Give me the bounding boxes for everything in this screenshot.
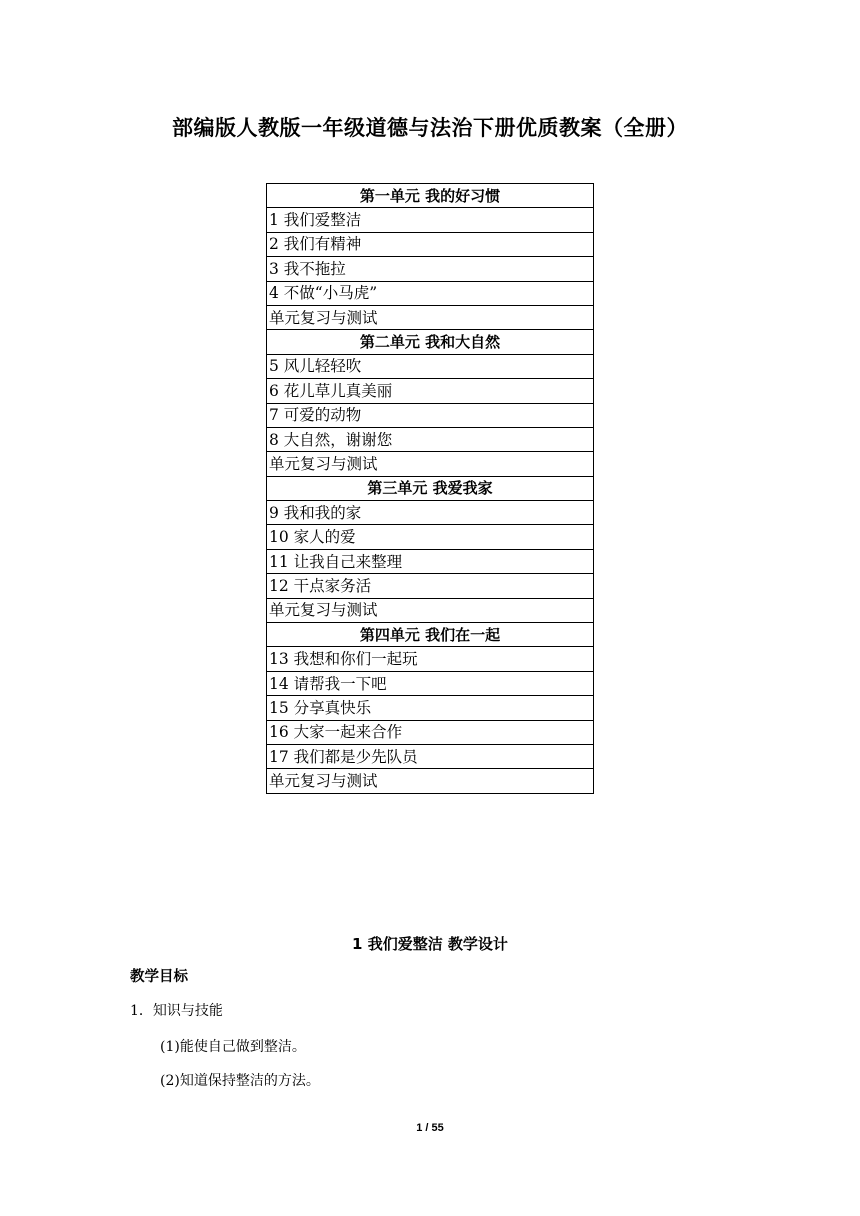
review-entry: 单元复习与测试 — [267, 452, 594, 476]
unit-heading-row — [267, 184, 594, 208]
table-row — [267, 769, 594, 793]
lesson-entry: 17 我们都是少先队员 — [267, 744, 594, 768]
table-row — [267, 354, 594, 378]
table-row — [267, 379, 594, 403]
objective-subpoint: (2)知道保持整洁的方法。 — [160, 1073, 320, 1089]
lesson-title: 1 我们爱整洁 教学设计 — [352, 935, 508, 953]
table-row — [267, 574, 594, 598]
lesson-entry: 3 我不拖拉 — [267, 257, 594, 281]
lesson-entry: 2 我们有精神 — [267, 232, 594, 256]
lesson-entry: 15 分享真快乐 — [267, 696, 594, 720]
table-row — [267, 208, 594, 232]
document-title: 部编版人教版一年级道德与法治下册优质教案（全册） — [172, 116, 688, 140]
lesson-entry: 6 花儿草儿真美丽 — [267, 379, 594, 403]
lesson-entry: 12 干点家务活 — [267, 574, 594, 598]
lesson-entry: 9 我和我的家 — [267, 501, 594, 525]
unit-heading: 第二单元 我和大自然 — [267, 330, 594, 354]
table-row — [267, 598, 594, 622]
table-row — [267, 720, 594, 744]
lesson-entry: 14 请帮我一下吧 — [267, 671, 594, 695]
lesson-entry: 1 我们爱整洁 — [267, 208, 594, 232]
objective-point: 1．知识与技能 — [130, 1003, 223, 1019]
lesson-entry: 4 不做“小马虎” — [267, 281, 594, 305]
table-row — [267, 647, 594, 671]
lesson-entry: 8 大自然，谢谢您 — [267, 427, 594, 451]
table-row — [267, 452, 594, 476]
lesson-entry: 13 我想和你们一起玩 — [267, 647, 594, 671]
table-row — [267, 232, 594, 256]
table-row — [267, 257, 594, 281]
table-row — [267, 281, 594, 305]
unit-heading: 第三单元 我爱我家 — [267, 476, 594, 500]
table-row — [267, 696, 594, 720]
objective-subpoint: (1)能使自己做到整洁。 — [160, 1039, 306, 1055]
table-row — [267, 305, 594, 329]
lesson-entry: 5 风儿轻轻吹 — [267, 354, 594, 378]
lesson-entry: 11 让我自己来整理 — [267, 549, 594, 573]
table-row — [267, 671, 594, 695]
unit-heading-row — [267, 623, 594, 647]
table-row — [267, 525, 594, 549]
table-row — [267, 501, 594, 525]
review-entry: 单元复习与测试 — [267, 769, 594, 793]
unit-heading-row — [267, 330, 594, 354]
table-row — [267, 427, 594, 451]
lesson-entry: 10 家人的爱 — [267, 525, 594, 549]
table-of-contents — [266, 183, 594, 794]
unit-heading: 第四单元 我们在一起 — [267, 623, 594, 647]
lesson-entry: 7 可爱的动物 — [267, 403, 594, 427]
section-heading: 教学目标 — [130, 969, 188, 985]
table-row — [267, 744, 594, 768]
table-row — [267, 403, 594, 427]
unit-heading-row — [267, 476, 594, 500]
review-entry: 单元复习与测试 — [267, 305, 594, 329]
page-number: 1 / 55 — [416, 1122, 444, 1134]
unit-heading: 第一单元 我的好习惯 — [267, 184, 594, 208]
review-entry: 单元复习与测试 — [267, 598, 594, 622]
lesson-entry: 16 大家一起来合作 — [267, 720, 594, 744]
table-row — [267, 549, 594, 573]
